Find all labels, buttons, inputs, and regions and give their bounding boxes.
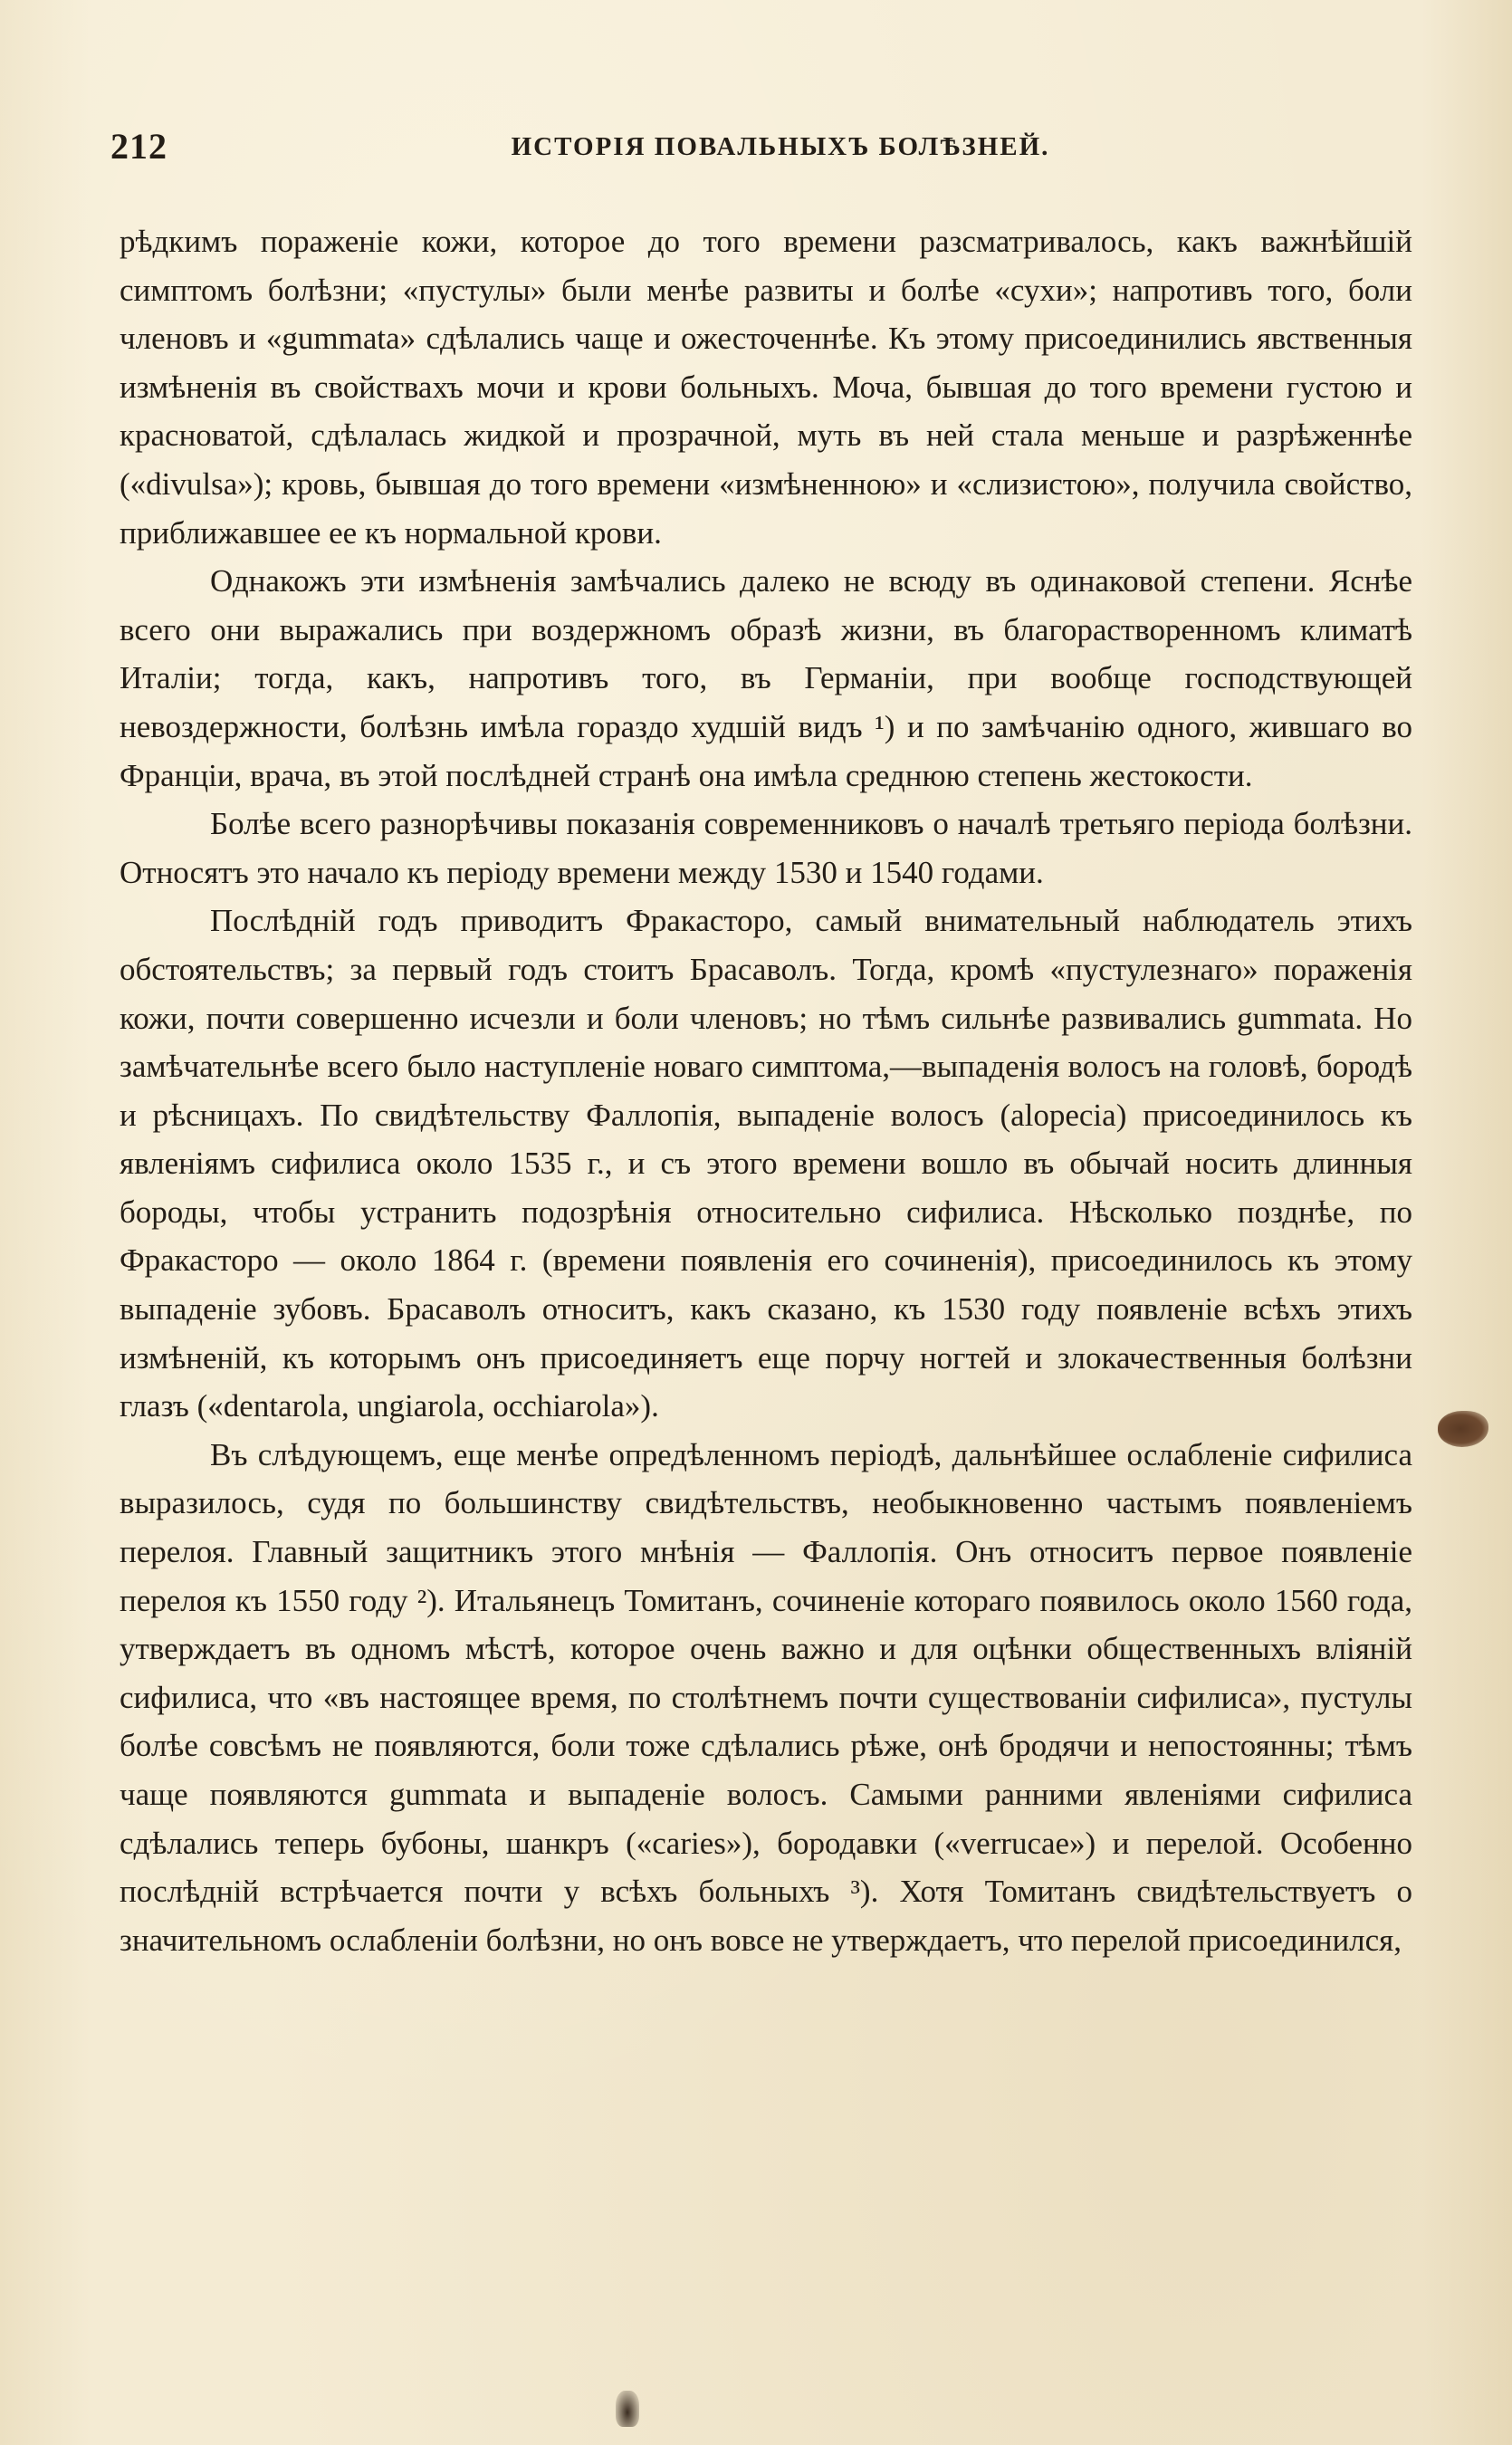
paragraph-continuation: рѣдкимъ пораженіе кожи, которое до того времени разсматривалось, какъ важнѣйшій симптомъ болѣзни; «пустулы» были менѣе развиты и болѣе «сухи»; напротивъ того, боли членовъ и «gummata» сдѣлались чаще и ожесточеннѣе. Къ этому присоединились явственныя измѣненія въ свойствахъ мочи и крови больныхъ. Моча, бывшая до того времени густою и красноватой, сдѣлалась жидкой и прозрачной, муть въ ней стала меньше и разрѣженнѣе («divulsa»); кровь, бывшая до того времени «измѣненною» и «слизистою», получила свойство, приближавшее ее къ нормальной крови. [120,224,1412,551]
paragraph: Однакожъ эти измѣненія замѣчались далеко не всюду въ одинаковой степени. Яснѣе всего они выражались при воздержномъ образѣ жизни, въ благорастворенномъ климатѣ Италіи; тогда, какъ, напротивъ того, въ Германіи, при вообще господствующей невоздержности, болѣзнь имѣла гораздо худшій видъ ¹) и по замѣчанію одного, жившаго во Франціи, врача, въ этой послѣдней странѣ она имѣла среднюю степень жестокости. [120,563,1412,793]
paragraph: Послѣдній годъ приводитъ Фракасторо, самый внимательный наблюдатель этихъ обстоятельствъ; за первый годъ стоитъ Брасаволъ. Тогда, кромѣ «пустулезнаго» пораженія кожи, почти совершенно исчезли и боли членовъ; но тѣмъ сильнѣе развивались gummata. Но замѣчательнѣе всего было наступленіе новаго симптома,—выпаденія волосъ на головѣ, бородѣ и рѣсницахъ. По свидѣтельству Фаллопія, выпаденіе волосъ (alopecia) присоединилось къ явленіямъ сифилиса около 1535 г., и съ этого времени вошло въ обычай носить длинныя бороды, чтобы устранить подозрѣнія относительно сифилиса. Нѣсколько позднѣе, по Фракасторо — около 1864 г. (времени появленія его сочиненія), присоединилось къ этому выпаденіе зубовъ. Брасаволъ относитъ, какъ сказано, къ 1530 году появленіе всѣхъ этихъ измѣненій, къ которымъ онъ присоединяетъ еще порчу ногтей и злокачественныя болѣзни глазъ («dentarola, ungiarola, occhiarola»). [120,903,1412,1424]
paragraph: Болѣе всего разнорѣчивы показанія современниковъ о началѣ третьяго періода болѣзни. Относятъ это начало къ періоду времени между 1530 и 1540 годами. [120,806,1412,890]
ink-stain [1438,1411,1488,1447]
running-title: ИСТОРІЯ ПОВАЛЬНЫХЪ БОЛѢЗНЕЙ. [511,132,1050,161]
page-number: 212 [110,126,167,167]
body-text [120,217,1412,1964]
paragraph: Въ слѣдующемъ, еще менѣе опредѣленномъ періодѣ, дальнѣйшее ослабленіе сифилиса выразилось, судя по большинству свидѣтельствъ, необыкновенно частымъ появленіемъ перелоя. Главный защитникъ этого мнѣнія — Фаллопія. Онъ относитъ первое появленіе перелоя къ 1550 году ²). Итальянецъ Томитанъ, сочиненіе котораго появилось около 1560 года, утверждаетъ въ одномъ мѣстѣ, которое очень важно и для оцѣнки общественныхъ вліяній сифилиса, что «въ настоящее время, по столѣтнемъ почти существованіи сифилиса», пустулы болѣе совсѣмъ не появляются, боли тоже сдѣлались рѣже, онѣ бродячи и непостоянны; тѣмъ чаще появляются gummata и выпаденіе волосъ. Самыми ранними явленіями сифилиса сдѣлались теперь бубоны, шанкръ («caries»), бородавки («verrucae») и перелой. Особенно послѣдній встрѣчается почти у всѣхъ больныхъ ³). Хотя Томитанъ свидѣтельствуетъ о значительномъ ослабленіи болѣзни, но онъ вовсе не утверждаетъ, что перелой присоединился, [120,1436,1412,1958]
page-header [110,125,1414,179]
binding-mark [616,2391,639,2427]
